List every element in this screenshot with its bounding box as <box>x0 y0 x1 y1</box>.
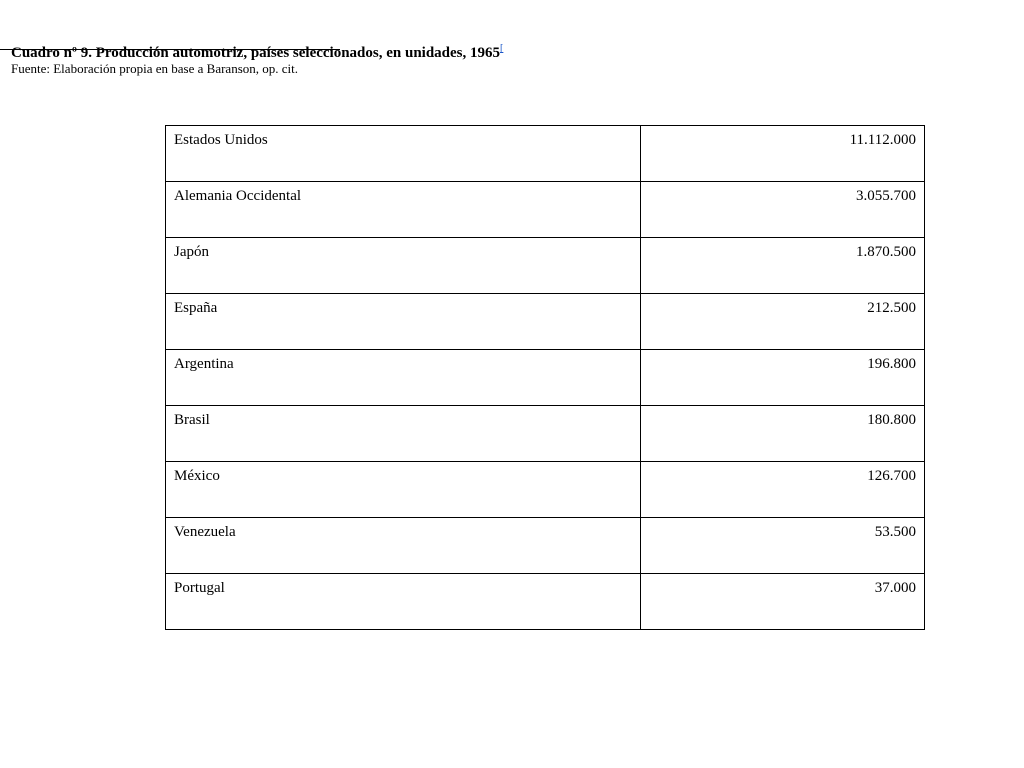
country-cell: Brasil <box>166 406 641 462</box>
table-title-text: Cuadro nº 9. Producción automotriz, países seleccionados, en unidades, 1965 <box>11 45 501 61</box>
value-cell: 11.112.000 <box>641 126 925 182</box>
value-cell: 37.000 <box>641 574 925 630</box>
production-table <box>165 125 925 630</box>
table-row <box>166 126 925 182</box>
value-cell: 53.500 <box>641 518 925 574</box>
footnote-link[interactable]: [ <box>500 43 504 54</box>
table-row <box>166 406 925 462</box>
table-row <box>166 518 925 574</box>
country-cell: Alemania Occidental <box>166 182 641 238</box>
strikethrough-line <box>0 49 340 50</box>
value-cell: 1.870.500 <box>641 238 925 294</box>
value-cell: 180.800 <box>641 406 925 462</box>
table-title <box>11 40 503 62</box>
value-cell: 3.055.700 <box>641 182 925 238</box>
country-cell: España <box>166 294 641 350</box>
table-row <box>166 574 925 630</box>
table-row <box>166 238 925 294</box>
table-row <box>166 350 925 406</box>
table-row <box>166 462 925 518</box>
source-note: Fuente: Elaboración propia en base a Baranson, op. cit. <box>11 61 298 76</box>
value-cell: 196.800 <box>641 350 925 406</box>
country-cell: México <box>166 462 641 518</box>
country-cell: Venezuela <box>166 518 641 574</box>
table-row <box>166 182 925 238</box>
table-row <box>166 294 925 350</box>
country-cell: Argentina <box>166 350 641 406</box>
country-cell: Estados Unidos <box>166 126 641 182</box>
country-cell: Japón <box>166 238 641 294</box>
value-cell: 126.700 <box>641 462 925 518</box>
value-cell: 212.500 <box>641 294 925 350</box>
country-cell: Portugal <box>166 574 641 630</box>
